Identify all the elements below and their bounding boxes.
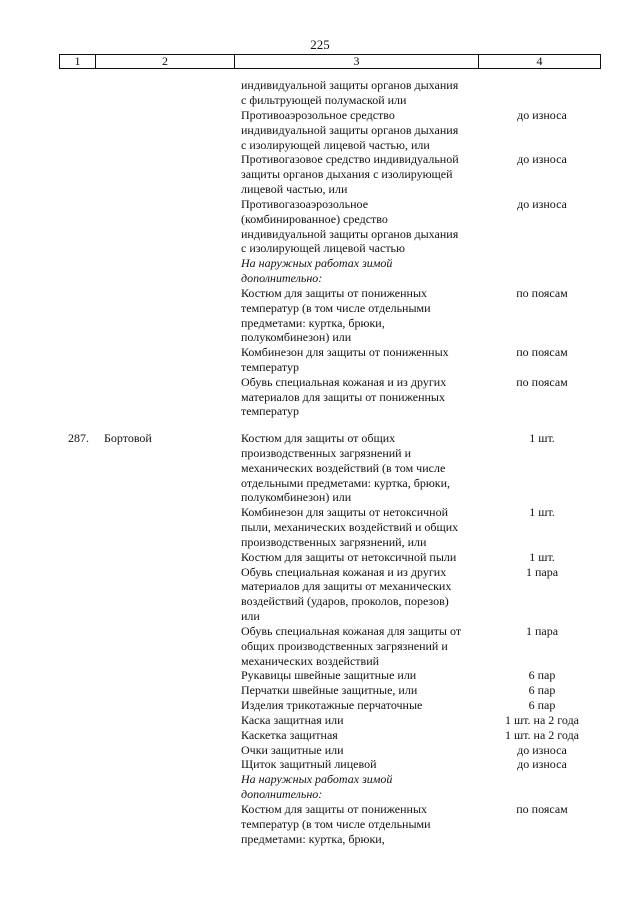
item-line: предметами: куртка, брюки, <box>241 316 385 330</box>
item-line: воздействий (ударов, проколов, порезов) <box>241 594 449 608</box>
item-line: Каскетка защитная <box>241 728 338 742</box>
norm-value: 6 пар <box>528 683 556 697</box>
row-number: 287. <box>68 431 89 445</box>
norm-value: до износа <box>517 108 567 122</box>
item-line: Очки защитные или <box>241 743 344 757</box>
item-line: или <box>241 609 260 623</box>
item-line: механических воздействий <box>241 654 380 668</box>
item-line: предметами: куртка, брюки, <box>241 832 385 846</box>
norm-value: до износа <box>517 743 567 757</box>
item-line: индивидуальной защиты органов дыхания <box>241 78 459 92</box>
column-header-2: 2 <box>96 55 235 69</box>
item-line: Рукавицы швейные защитные или <box>241 668 417 682</box>
item-line: материалов для защиты от механических <box>241 579 452 593</box>
column-header-3: 3 <box>235 55 479 69</box>
norm-value: 1 пара <box>525 624 559 638</box>
norm-value: по поясам <box>516 286 568 300</box>
norm-value: 1 шт. <box>529 505 555 519</box>
item-line: производственных загрязнений и <box>241 446 412 460</box>
item-line: с изолирующей лицевой частью <box>241 241 405 255</box>
norm-value: 6 пар <box>528 698 556 712</box>
item-line: Изделия трикотажные перчаточные <box>241 698 423 712</box>
item-line: с изолирующей лицевой частью, или <box>241 138 430 152</box>
item-line: Противогазовое средство индивидуальной <box>241 152 459 166</box>
item-line: индивидуальной защиты органов дыхания <box>241 123 459 137</box>
item-line: полукомбинезон) или <box>241 330 352 344</box>
item-line: Костюм для защиты от нетоксичной пыли <box>241 550 457 564</box>
item-line: лицевой частью, или <box>241 182 348 196</box>
item-line: температур (в том числе отдельными <box>241 301 431 315</box>
winter-note-line: На наружных работах зимой <box>241 256 393 270</box>
winter-note-line: На наружных работах зимой <box>241 772 393 786</box>
profession-name: Бортовой <box>104 431 152 445</box>
item-line: защиты органов дыхания с изолирующей <box>241 167 453 181</box>
norm-value: до износа <box>517 757 567 771</box>
item-line: производственных загрязнений, или <box>241 535 427 549</box>
item-line: Щиток защитный лицевой <box>241 757 377 771</box>
winter-note-line: дополнительно: <box>241 787 323 801</box>
norm-value: 1 шт. на 2 года <box>504 713 580 727</box>
norm-value: 1 пара <box>525 565 559 579</box>
item-line: Обувь специальная кожаная и из других <box>241 565 447 579</box>
norm-value: по поясам <box>516 345 568 359</box>
norm-value: 6 пар <box>528 668 556 682</box>
item-line: Противоаэрозольное средство <box>241 108 395 122</box>
winter-note-line: дополнительно: <box>241 271 323 285</box>
item-line: индивидуальной защиты органов дыхания <box>241 227 459 241</box>
norm-value: по поясам <box>516 375 568 389</box>
item-line: Противогазоаэрозольное <box>241 197 369 211</box>
item-line: отдельными предметами: куртка, брюки, <box>241 476 451 490</box>
item-line: материалов для защиты от пониженных <box>241 390 445 404</box>
item-line: общих производственных загрязнений и <box>241 639 448 653</box>
page-number: 225 <box>310 37 330 52</box>
norm-value: до износа <box>517 152 567 166</box>
item-line: (комбинированное) средство <box>241 212 388 226</box>
column-header-1: 1 <box>60 55 96 69</box>
norm-value: 1 шт. <box>529 550 555 564</box>
item-line: Обувь специальная кожаная для защиты от <box>241 624 462 638</box>
item-line: Обувь специальная кожаная и из других <box>241 375 447 389</box>
item-line: с фильтрующей полумаской или <box>241 93 407 107</box>
item-line: Костюм для защиты от общих <box>241 431 396 445</box>
column-header-4: 4 <box>479 55 601 69</box>
norm-value: 1 шт. <box>529 431 555 445</box>
norm-value: 1 шт. на 2 года <box>504 728 580 742</box>
item-line: механических воздействий (в том числе <box>241 461 446 475</box>
item-line: Комбинезон для защиты от пониженных <box>241 345 449 359</box>
item-line: Комбинезон для защиты от нетоксичной <box>241 505 449 519</box>
item-line: температур <box>241 404 300 418</box>
item-line: температур (в том числе отдельными <box>241 817 431 831</box>
norm-value: до износа <box>517 197 567 211</box>
item-line: Каска защитная или <box>241 713 344 727</box>
norm-value: по поясам <box>516 802 568 816</box>
item-line: температур <box>241 360 300 374</box>
item-line: Костюм для защиты от пониженных <box>241 286 428 300</box>
item-line: пыли, механических воздействий и общих <box>241 520 459 534</box>
item-line: полукомбинезон) или <box>241 490 352 504</box>
item-line: Перчатки швейные защитные, или <box>241 683 418 697</box>
item-line: Костюм для защиты от пониженных <box>241 802 428 816</box>
